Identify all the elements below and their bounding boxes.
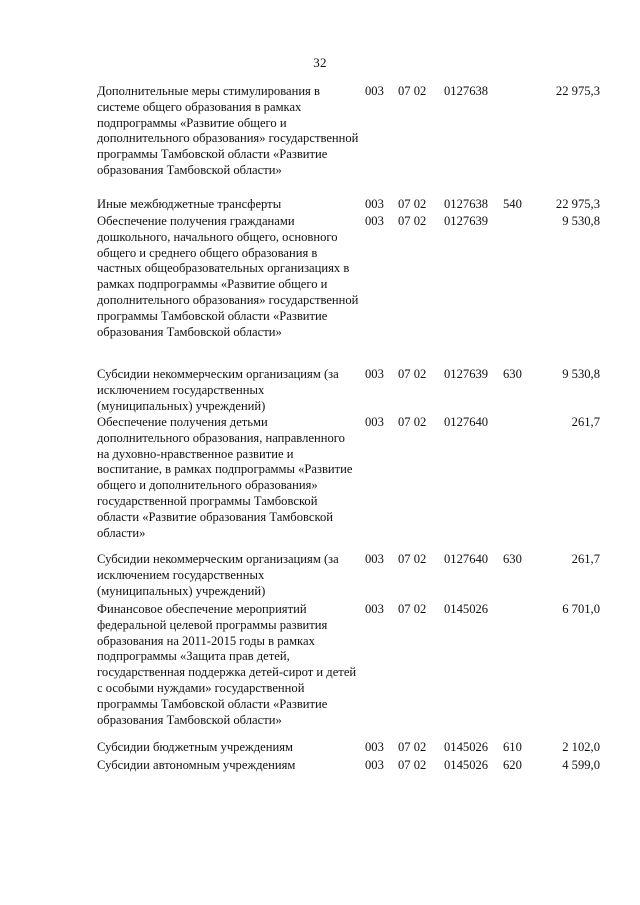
ministry-code: 003 (365, 197, 384, 211)
row-name: Субсидии бюджетным учреждениям (97, 740, 293, 754)
amount: 9 530,8 (562, 214, 600, 228)
section-code: 07 02 (398, 552, 427, 566)
page-number: 32 (313, 55, 327, 70)
target-code: 0127638 (444, 197, 489, 211)
ministry-code: 003 (365, 758, 384, 772)
section-code: 07 02 (398, 214, 427, 228)
ministry-code: 003 (365, 602, 384, 616)
target-code: 0127640 (444, 552, 489, 566)
expense-type-code: 630 (503, 367, 522, 381)
section-code: 07 02 (398, 197, 427, 211)
ministry-code: 003 (365, 552, 384, 566)
expense-type-code: 540 (503, 197, 522, 211)
amount: 261,7 (571, 415, 600, 429)
target-code: 0127640 (444, 415, 489, 429)
row-name: Обеспечение получения гражданами дошкольного, начального общего, основного общего и среднего общего образования в частных общеобразовательных организациях в рамках подпрограммы «Развитие общего и дополнительного образования» государственной программы Тамбовской области «Развитие образования Тамбовской области» (97, 214, 359, 339)
table-row (0, 84, 640, 197)
ministry-code: 003 (365, 367, 384, 381)
row-name: Финансовое обеспечение мероприятий федеральной целевой программы развития образования на 2011-2015 годы в рамках подпрограммы «Защита прав детей, государственная поддержка детей-сирот и детей с особыми нуждами» государственной программы Тамбовской области «Развитие образования Тамбовской области» (97, 602, 357, 727)
target-code: 0145026 (444, 758, 489, 772)
section-code: 07 02 (398, 602, 427, 616)
amount: 4 599,0 (562, 758, 600, 772)
ministry-code: 003 (365, 740, 384, 754)
amount: 22 975,3 (555, 197, 600, 211)
target-code: 0127638 (444, 84, 489, 98)
row-name: Иные межбюджетные трансферты (97, 197, 282, 211)
section-code: 07 02 (398, 367, 427, 381)
budget-table (0, 84, 640, 776)
ministry-code: 003 (365, 415, 384, 429)
row-name: Субсидии автономным учреждениям (97, 758, 296, 772)
amount: 6 701,0 (562, 602, 600, 616)
expense-type-code: 620 (503, 758, 522, 772)
row-name: Субсидии некоммерческим организациям (за исключением государственных (муниципальных) учреждений) (97, 552, 339, 598)
target-code: 0145026 (444, 740, 489, 754)
table-row (0, 214, 640, 367)
amount: 9 530,8 (562, 367, 600, 381)
section-code: 07 02 (398, 84, 427, 98)
ministry-code: 003 (365, 214, 384, 228)
target-code: 0127639 (444, 367, 489, 381)
target-code: 0145026 (444, 602, 489, 616)
amount: 2 102,0 (562, 740, 600, 754)
section-code: 07 02 (398, 758, 427, 772)
table-row (0, 367, 640, 415)
section-code: 07 02 (398, 740, 427, 754)
target-code: 0127639 (444, 214, 489, 228)
section-code: 07 02 (398, 415, 427, 429)
row-name: Субсидии некоммерческим организациям (за исключением государственных (муниципальных) учреждений) (97, 367, 339, 413)
expense-type-code: 630 (503, 552, 522, 566)
table-row (0, 602, 640, 740)
table-row (0, 552, 640, 602)
expense-type-code: 610 (503, 740, 522, 754)
row-name: Дополнительные меры стимулирования в системе общего образования в рамках подпрограммы «Развитие общего и дополнительного образования» государственной программы Тамбовской области «Развитие образования Тамбовской области» (97, 84, 359, 177)
amount: 22 975,3 (555, 84, 600, 98)
table-row (0, 415, 640, 552)
table-row (0, 197, 640, 214)
table-row (0, 740, 640, 758)
amount: 261,7 (571, 552, 600, 566)
table-row (0, 758, 640, 776)
ministry-code: 003 (365, 84, 384, 98)
row-name: Обеспечение получения детьми дополнительного образования, направленного на духовно-нравственное развитие и воспитание, в рамках подпрограммы «Развитие общего и дополнительного образования» государственной программы Тамбовской области «Развитие образования Тамбовской области» (97, 415, 353, 540)
